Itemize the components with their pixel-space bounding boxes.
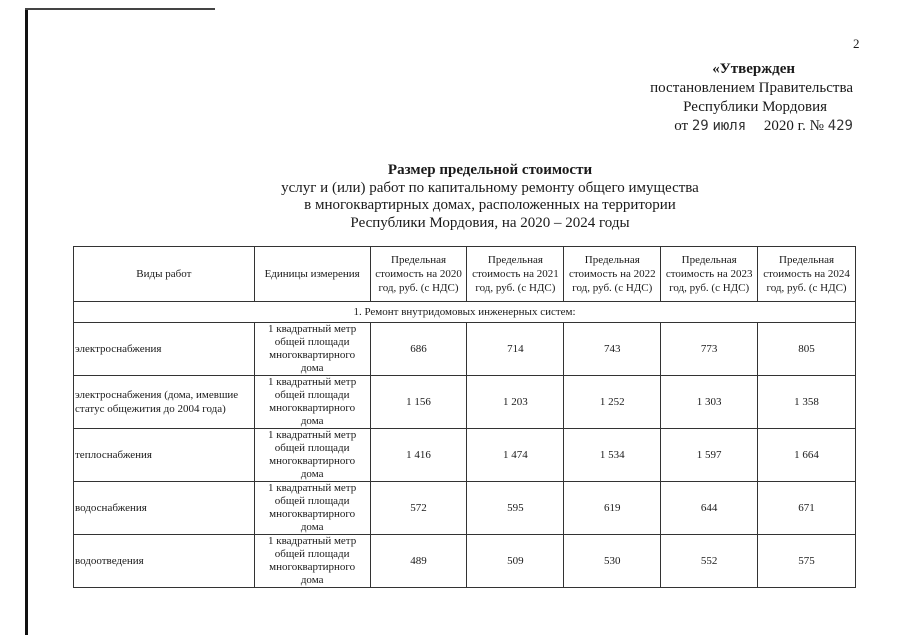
- cell-2022: 530: [564, 535, 661, 588]
- table-row: [74, 535, 856, 588]
- scan-left-edge: [25, 10, 28, 635]
- table-row: [74, 376, 856, 429]
- cell-unit: 1 квадратный метр общей площади многоквартирного дома: [254, 323, 370, 376]
- header-work-type: Виды работ: [74, 247, 255, 302]
- cell-2023: 644: [661, 482, 758, 535]
- title-line-4: Республики Мордовия, на 2020 – 2024 годы: [350, 214, 630, 231]
- table-row: [74, 323, 856, 376]
- cell-2023: 773: [661, 323, 758, 376]
- header-unit: Единицы измерения: [254, 247, 370, 302]
- section-row: [74, 302, 856, 323]
- cell-unit: 1 квадратный метр общей площади многоквартирного дома: [254, 376, 370, 429]
- table-header-row: [74, 247, 856, 302]
- table-row: [74, 482, 856, 535]
- date-day: 29: [691, 118, 709, 134]
- cell-2020: 572: [370, 482, 467, 535]
- cell-work-type: электроснабжения: [74, 323, 255, 376]
- cell-2022: 743: [564, 323, 661, 376]
- scan-top-edge: [25, 8, 215, 10]
- cell-2023: 1 597: [661, 429, 758, 482]
- cell-2023: 552: [661, 535, 758, 588]
- header-2020: Предельная стоимость на 2020 год, руб. (с НДС): [370, 247, 467, 302]
- cell-2021: 509: [467, 535, 564, 588]
- cell-2024: 1 664: [758, 429, 856, 482]
- cell-2022: 1 252: [564, 376, 661, 429]
- section-title: 1. Ремонт внутридомовых инженерных систем:: [74, 302, 856, 323]
- approval-issuer: постановлением Правительства: [650, 80, 853, 96]
- cell-2022: 1 534: [564, 429, 661, 482]
- cell-work-type: водоснабжения: [74, 482, 255, 535]
- cell-2024: 575: [758, 535, 856, 588]
- cell-2022: 619: [564, 482, 661, 535]
- cell-unit: 1 квадратный метр общей площади многоквартирного дома: [254, 535, 370, 588]
- cell-2021: 1 474: [467, 429, 564, 482]
- approval-date-line: [650, 117, 853, 136]
- cost-table: [73, 246, 856, 588]
- cell-2020: 1 416: [370, 429, 467, 482]
- header-2021: Предельная стоимость на 2021 год, руб. (с НДС): [467, 247, 564, 302]
- date-year: 2020 г. №: [763, 118, 824, 134]
- document-title: [180, 162, 800, 232]
- approval-region: Республики Мордовия: [683, 99, 827, 115]
- header-2024: Предельная стоимость на 2024 год, руб. (с НДС): [758, 247, 856, 302]
- date-prefix: от: [674, 118, 689, 134]
- cell-work-type: водоотведения: [74, 535, 255, 588]
- cell-2020: 1 156: [370, 376, 467, 429]
- cell-2020: 489: [370, 535, 467, 588]
- header-2022: Предельная стоимость на 2022 год, руб. (с НДС): [564, 247, 661, 302]
- approved-label: «Утвержден: [712, 61, 795, 77]
- title-line-2: услуг и (или) работ по капитальному ремонту общего имущества: [281, 179, 699, 196]
- cell-2024: 671: [758, 482, 856, 535]
- cell-work-type: теплоснабжения: [74, 429, 255, 482]
- cell-2021: 1 203: [467, 376, 564, 429]
- cell-2023: 1 303: [661, 376, 758, 429]
- cell-2024: 1 358: [758, 376, 856, 429]
- decree-number: 429: [827, 118, 853, 134]
- cell-2021: 595: [467, 482, 564, 535]
- table-row: [74, 429, 856, 482]
- cell-2024: 805: [758, 323, 856, 376]
- cell-2020: 686: [370, 323, 467, 376]
- page-number: 2: [853, 36, 860, 51]
- cell-unit: 1 квадратный метр общей площади многоквартирного дома: [254, 482, 370, 535]
- title-line-1: Размер предельной стоимости: [387, 162, 593, 178]
- approval-stamp: [650, 60, 853, 136]
- title-line-3: в многоквартирных домах, расположенных на территории: [304, 197, 676, 213]
- cell-work-type: электроснабжения (дома, имевшие статус общежития до 2004 года): [74, 376, 255, 429]
- cell-2021: 714: [467, 323, 564, 376]
- header-2023: Предельная стоимость на 2023 год, руб. (с НДС): [661, 247, 758, 302]
- cell-unit: 1 квадратный метр общей площади многоквартирного дома: [254, 429, 370, 482]
- date-month: июля: [712, 118, 747, 134]
